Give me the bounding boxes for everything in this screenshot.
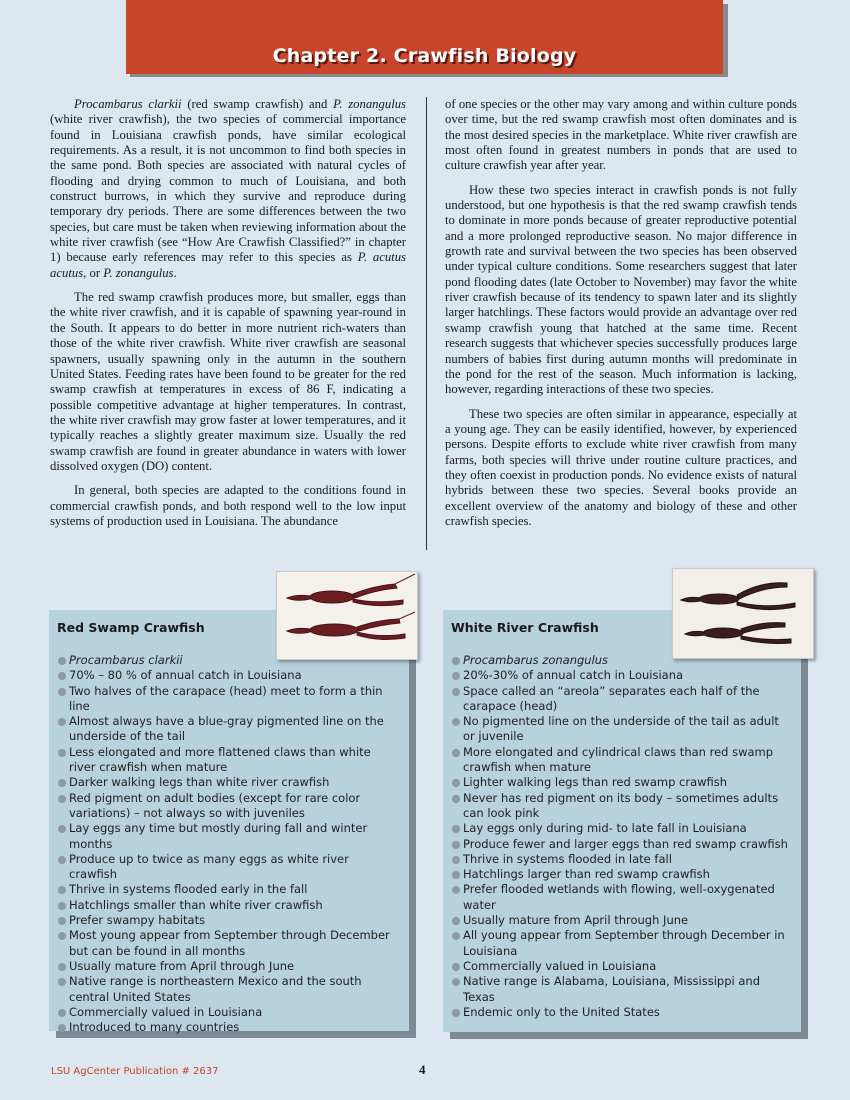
- list-item: [453, 852, 791, 867]
- list-item: [59, 1020, 399, 1035]
- bullet-icon: [452, 779, 460, 787]
- bullet-icon: [58, 1009, 66, 1017]
- list-item: [59, 821, 399, 852]
- bullet-icon: [58, 902, 66, 910]
- list-item-text: Lighter walking legs than red swamp crawfish: [463, 775, 728, 790]
- bullet-icon: [58, 886, 66, 894]
- list-item-text: Almost always have a blue-gray pigmented line on the underside of the tail: [69, 714, 384, 744]
- bullet-icon: [452, 825, 460, 833]
- bullet-icon: [58, 718, 66, 726]
- list-item: [59, 882, 399, 897]
- list-item: [59, 745, 399, 776]
- list-item-text: Prefer swampy habitats: [69, 913, 206, 928]
- list-item-text: More elongated and cylindrical claws than red swamp crawfish when mature: [463, 744, 774, 775]
- bullet-icon: [58, 978, 66, 986]
- list-item-text: Usually mature from April through June: [69, 958, 295, 973]
- list-item-text: Prefer flooded wetlands with flowing, well-oxygenated water: [463, 882, 775, 912]
- list-item: [59, 775, 399, 790]
- list-item-text: Produce fewer and larger eggs than red swamp crawfish: [463, 836, 788, 851]
- list-item-text: 20%-30% of annual catch in Louisiana: [463, 668, 684, 683]
- right-paragraph-1: of one species or the other may vary among and within culture ponds over time, but the red swamp crawfish most often dominates and is the most desired species in the marketplace. White river crawfish are most often found in greatest numbers in ponds that are used to culture crawfish year after year.: [445, 97, 797, 173]
- bullet-icon: [452, 657, 460, 665]
- column-divider: [426, 97, 427, 550]
- species-name-italic: P. zonangulus: [103, 265, 174, 280]
- list-item: [453, 913, 791, 928]
- bullet-icon: [58, 917, 66, 925]
- list-item: [453, 974, 791, 1005]
- bullet-icon: [452, 749, 460, 757]
- list-item-text: Commercially valued in Louisiana: [69, 1004, 263, 1019]
- chapter-title: Chapter 2. Crawfish Biology: [272, 45, 577, 67]
- white-river-crawfish-photo: [672, 568, 814, 659]
- list-item-text: Lay eggs only during mid- to late fall in Louisiana: [463, 821, 747, 836]
- list-item: [453, 684, 791, 715]
- list-item-text: Red pigment on adult bodies (except for rare color variations) – not always so with juveniles: [69, 790, 361, 820]
- bullet-icon: [452, 795, 460, 803]
- red-box-title: Red Swamp Crawfish: [57, 620, 205, 635]
- right-paragraph-2: How these two species interact in crawfish ponds is not fully understood, but one hypothesis is that the red swamp crawfish tends to dominate in more ponds because of greater reproductive potential and a more prolonged reproductive season. No major difference in growth rate and survival between the two species has been observed under typical culture conditions. Some researchers suggest that later pond flooding dates (late October to November) may favor the white river crawfish because of its tendency to spawn later and its slightly larger hatchlings. These factors would provide an advantage over red swamp crawfish young that hatched at the same time. Recent research suggests that whichever species successfully produces large numbers of babies first during autumn months will predominate in the pond for the rest of the season. Much information is lacking, however, regarding interactions of these two species.: [445, 182, 797, 397]
- list-item: [453, 821, 791, 836]
- list-item-text: Less elongated and more flattened claws than white river crawfish when mature: [69, 744, 371, 775]
- list-item-text: Two halves of the carapace (head) meet to form a thin line: [69, 683, 383, 713]
- white-box-title: White River Crawfish: [451, 620, 599, 635]
- list-item-text: Hatchlings smaller than white river crawfish: [69, 897, 323, 912]
- chapter-header-banner: [126, 0, 723, 74]
- list-item: [59, 1005, 399, 1020]
- list-item-text: Procambarus clarkii: [69, 653, 183, 667]
- list-item-text: No pigmented line on the underside of the tail as adult or juvenile: [463, 714, 779, 744]
- list-item: [59, 959, 399, 974]
- bullet-icon: [452, 932, 460, 940]
- list-item: [453, 959, 791, 974]
- bullet-icon: [452, 917, 460, 925]
- bullet-icon: [58, 856, 66, 864]
- list-item: [59, 898, 399, 913]
- left-paragraph-1: [50, 97, 406, 281]
- publication-footer: LSU AgCenter Publication # 2637: [51, 1066, 219, 1077]
- bullet-icon: [452, 963, 460, 971]
- species-name-italic: P. acutus acutus: [50, 250, 406, 280]
- red-swamp-crawfish-box: [49, 610, 409, 1035]
- list-item: [59, 913, 399, 928]
- list-item: [453, 791, 791, 822]
- list-item-text: All young appear from September through December in Louisiana: [463, 928, 785, 958]
- red-swamp-crawfish-photo: [276, 571, 418, 660]
- text-run: (red swamp crawfish) and: [181, 97, 334, 111]
- list-item: [59, 714, 399, 745]
- list-item: [59, 974, 399, 1005]
- list-item-text: Never has red pigment on its body – sometimes adults can look pink: [463, 790, 779, 820]
- text-run: , or: [83, 265, 104, 280]
- list-item: [453, 928, 791, 959]
- list-item: [59, 791, 399, 822]
- list-item-text: Commercially valued in Louisiana: [463, 958, 657, 973]
- bullet-icon: [58, 779, 66, 787]
- left-paragraph-3: In general, both species are adapted to the conditions found in commercial crawfish ponds, and both respond well to the low input systems of production used in Louisiana. The abundance: [50, 483, 406, 528]
- list-item-text: Endemic only to the United States: [463, 1004, 660, 1019]
- list-item-text: Hatchlings larger than red swamp crawfish: [463, 867, 710, 882]
- list-item: [59, 928, 399, 959]
- list-item: [453, 882, 791, 913]
- bullet-icon: [452, 672, 460, 680]
- list-item-text: Space called an “areola” separates each half of the carapace (head): [463, 683, 760, 713]
- bullet-icon: [58, 657, 66, 665]
- list-item-text: Procambarus zonangulus: [463, 653, 609, 667]
- bullet-icon: [452, 718, 460, 726]
- white-trait-list: [453, 653, 791, 1020]
- list-item-text: Thrive in systems flooded early in the fall: [69, 882, 308, 897]
- bullet-icon: [452, 688, 460, 696]
- list-item: [59, 668, 399, 683]
- list-item-text: Native range is Alabama, Louisiana, Mississippi and Texas: [463, 974, 761, 1004]
- species-name-italic: Procambarus clarkii: [74, 97, 182, 111]
- list-item: [59, 852, 399, 883]
- right-text-column: [445, 97, 797, 538]
- list-item-text: Darker walking legs than white river crawfish: [69, 775, 330, 790]
- list-item: [453, 775, 791, 790]
- list-item-text: Native range is northeastern Mexico and the south central United States: [69, 974, 362, 1004]
- bullet-icon: [58, 795, 66, 803]
- crawfish-image-icon: [673, 569, 813, 658]
- text-run: (white river crawfish), the two species of commercial importance found in Louisiana crawfish ponds, have similar ecological requirements. As a result, it is not uncommon to find both species in the same pond. Both species are associated with natural cycles of flooding and drying common to much of Louisiana, and both construct burrows, in which they survive and reproduce during temporary dry periods. There are some differences between the two species, but care must be taken when reviewing information about the white river crawfish (see “How Are Crawfish Classified?” in chapter 1) because early references may refer to this species as: [50, 112, 406, 265]
- list-item: [453, 745, 791, 776]
- bullet-icon: [452, 1009, 460, 1017]
- text-run: .: [173, 265, 177, 280]
- bullet-icon: [452, 978, 460, 986]
- page-number: 4: [419, 1062, 426, 1077]
- bullet-icon: [452, 871, 460, 879]
- white-river-crawfish-box: [443, 610, 801, 1032]
- list-item: [453, 668, 791, 683]
- crawfish-image-icon: [277, 572, 417, 659]
- list-item-text: 70% – 80 % of annual catch in Louisiana: [69, 668, 302, 683]
- list-item-text: Usually mature from April through June: [463, 913, 689, 928]
- bullet-icon: [58, 1024, 66, 1032]
- list-item: [453, 837, 791, 852]
- list-item-text: Lay eggs any time but mostly during fall and winter months: [69, 821, 368, 851]
- species-name-italic: P. zonangulus: [333, 97, 406, 111]
- bullet-icon: [58, 932, 66, 940]
- bullet-icon: [58, 672, 66, 680]
- red-trait-list: [59, 653, 399, 1035]
- list-item-text: Produce up to twice as many eggs as white river crawfish: [69, 851, 349, 882]
- bullet-icon: [452, 856, 460, 864]
- left-text-column: [50, 97, 406, 538]
- bullet-icon: [452, 886, 460, 894]
- list-item: [453, 867, 791, 882]
- list-item: [453, 714, 791, 745]
- right-paragraph-3: These two species are often similar in appearance, especially at a young age. They can be easily identified, however, by experienced persons. Despite efforts to exclude white river crawfish from many farms, both species will thrive under routine culture practices, and they often coexist in production ponds. No evidence exists of natural hybrids between these two species. Several books provide an excellent overview of the anatomy and biology of these and other crawfish species.: [445, 406, 797, 528]
- list-item-text: Introduced to many countries: [69, 1020, 240, 1035]
- list-item: [453, 1005, 791, 1020]
- list-item-text: Most young appear from September through December but can be found in all months: [69, 928, 390, 958]
- left-paragraph-2: The red swamp crawfish produces more, but smaller, eggs than the white river crawfish, and it is capable of spawning year-round in the South. It appears to do better in more nutrient rich-waters than those of the white river crawfish. White river crawfish are seasonal spawners, usually spawning only in the autumn in the southern United States. Feeding rates have been found to be greater for the red swamp crawfish at temperatures in excess of 86 F, indicating a possible competitive advantage at higher temperatures. In contrast, the white river crawfish may grow faster at lower temperatures, and it typically reaches a slightly greater maximum size. Usually the red swamp crawfish are found in greater abundance in waters with lower dissolved oxygen (DO) content.: [50, 290, 406, 473]
- bullet-icon: [452, 841, 460, 849]
- bullet-icon: [58, 825, 66, 833]
- list-item: [59, 684, 399, 715]
- list-item-text: Thrive in systems flooded in late fall: [463, 851, 672, 866]
- bullet-icon: [58, 749, 66, 757]
- bullet-icon: [58, 688, 66, 696]
- bullet-icon: [58, 963, 66, 971]
